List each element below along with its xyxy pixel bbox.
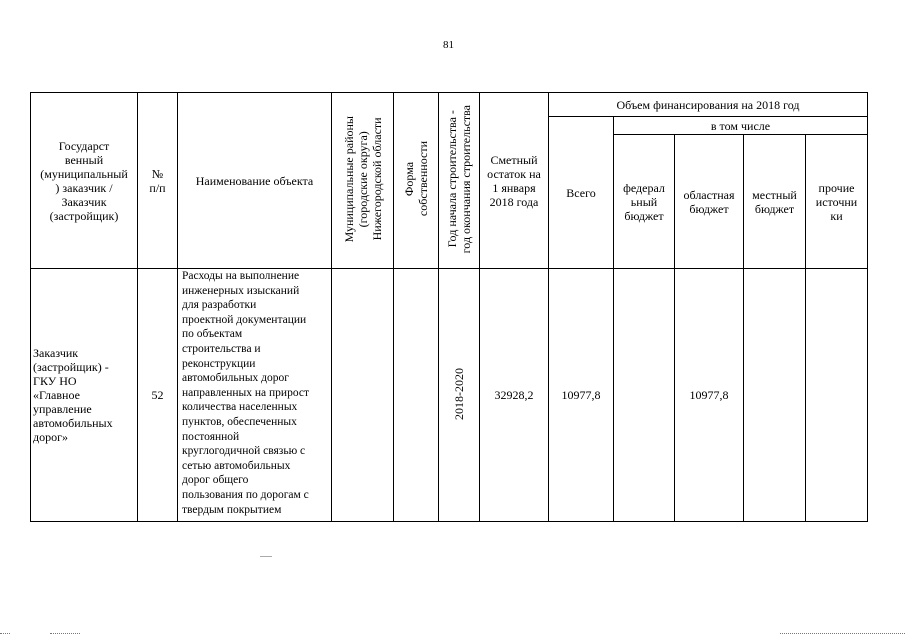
cell-ownership xyxy=(394,269,439,522)
header-ownership: Форма собственности xyxy=(394,93,439,269)
header-federal: федерал ьный бюджет xyxy=(614,135,675,269)
header-regional: областная бюджет xyxy=(675,135,744,269)
header-financing: Объем финансирования на 2018 год xyxy=(549,93,868,117)
cell-federal xyxy=(614,269,675,522)
scan-mark xyxy=(260,556,272,557)
header-including: в том числе xyxy=(614,117,868,135)
header-other: прочие источни ки xyxy=(806,135,868,269)
header-local: местный бюджет xyxy=(744,135,806,269)
cell-total: 10977,8 xyxy=(549,269,614,522)
cell-customer: Заказчик (застройщик) - ГКУ НО «Главное управление автомобильных дорог» xyxy=(31,269,138,522)
cell-local xyxy=(744,269,806,522)
scan-edge-left xyxy=(0,633,10,634)
cell-other xyxy=(806,269,868,522)
header-total: Всего xyxy=(549,117,614,269)
financing-table xyxy=(30,92,868,522)
header-districts: Муниципальные районы (городские округа) Нижегородской области xyxy=(332,93,394,269)
cell-estimate: 32928,2 xyxy=(480,269,549,522)
cell-number: 52 xyxy=(138,269,178,522)
scan-edge-right xyxy=(780,633,905,634)
header-object-name: Наименование объекта xyxy=(178,93,332,269)
header-number: № п/п xyxy=(138,93,178,269)
cell-object-name: Расходы на выполнение инженерных изысканий для разработки проектной документации по объектам строительства и реконструкции автомобильных дорог направленных на прирост количества населенных пунктов, обеспеченных постоянной круглогодичной связью с сетью автомобильных дорог общего пользования по дорогам с твердым покрытием xyxy=(178,269,332,522)
scan-edge-mid xyxy=(50,633,80,634)
header-customer: Государст венный (муниципальный ) заказчик / Заказчик (застройщик) xyxy=(31,93,138,269)
cell-districts xyxy=(332,269,394,522)
page-number: 81 xyxy=(443,39,454,51)
header-estimate: Сметный остаток на 1 января 2018 года xyxy=(480,93,549,269)
cell-years: 2018-2020 xyxy=(439,269,480,522)
header-years: Год начала строительства - год окончания строительства xyxy=(439,93,480,269)
table-row xyxy=(31,269,868,522)
cell-regional: 10977,8 xyxy=(675,269,744,522)
